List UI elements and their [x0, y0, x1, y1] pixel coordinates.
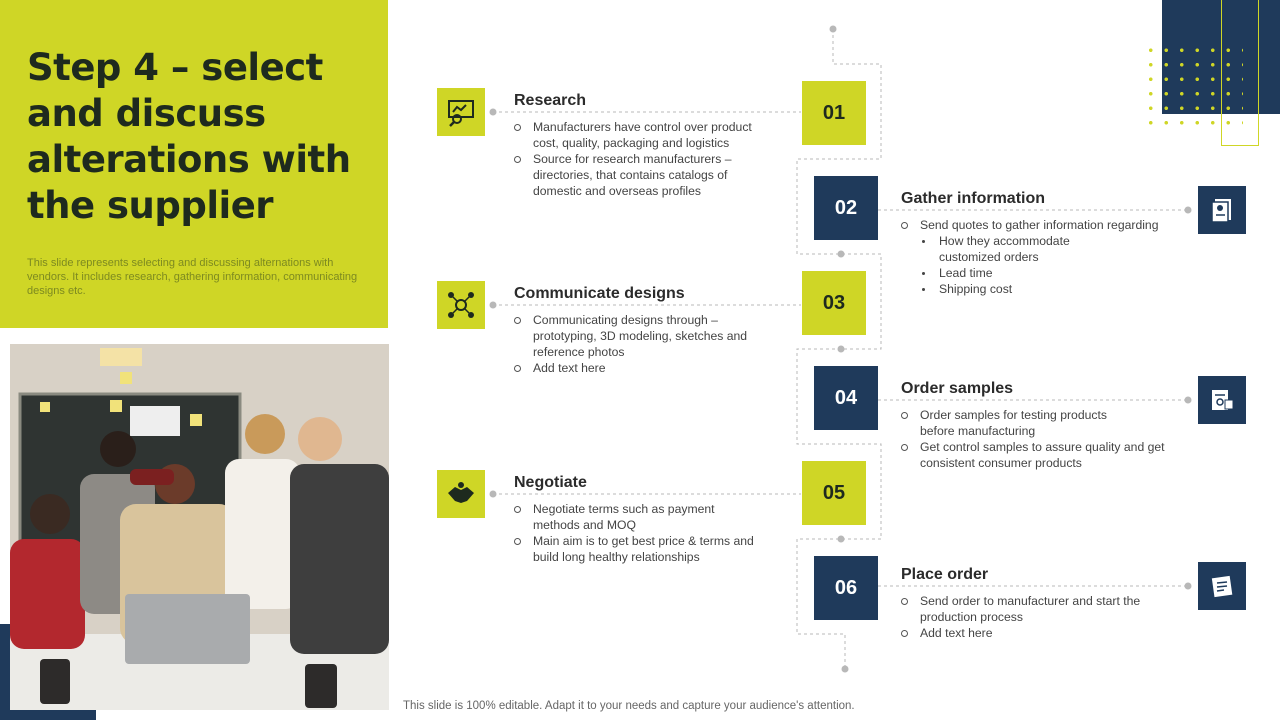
step-number-01: 01 — [802, 81, 866, 145]
list-item: Add text here — [514, 360, 774, 376]
slide-title: Step 4 – select and discuss alterations with the supplier — [27, 46, 351, 227]
step-number-05: 05 — [802, 461, 866, 525]
sample-box-icon — [1198, 376, 1246, 424]
list-item: Send quotes to gather information regarding — [901, 217, 1186, 233]
step-bullets-gather-information — [901, 217, 1186, 297]
step-bullets-order-samples — [901, 407, 1191, 471]
step-number-06: 06 — [814, 556, 878, 620]
step-title-negotiate: Negotiate — [514, 474, 587, 491]
list-item: Order samples for testing products before manufacturing — [901, 407, 1141, 439]
list-item: Send order to manufacturer and start the production process — [901, 593, 1176, 625]
list-item: Negotiate terms such as payment methods and MOQ — [514, 501, 739, 533]
list-item: Shipping cost — [901, 281, 1186, 297]
list-item: Add text here — [901, 625, 1176, 641]
step-bullets-research — [514, 119, 774, 199]
step-title-research: Research — [514, 92, 587, 109]
step-title-order-samples: Order samples — [901, 380, 1014, 397]
step-bullets-negotiate — [514, 501, 779, 565]
handshake-icon — [437, 470, 485, 518]
document-info-icon — [1198, 186, 1246, 234]
list-item: Communicating designs through – prototyping, 3D modeling, sketches and reference photos — [514, 312, 774, 360]
step-number-03: 03 — [802, 271, 866, 335]
slide-subtitle: This slide represents selecting and discussing alternations with vendors. It includes research, gathering information, communicating designs etc. — [27, 257, 358, 297]
step-number-04: 04 — [814, 366, 878, 430]
step-title-communicate-designs: Communicate designs — [514, 285, 685, 302]
step-number-02: 02 — [814, 176, 878, 240]
list-item: Source for research manufacturers – directories, that contains catalogs of domestic and overseas profiles — [514, 151, 774, 199]
footer-note: This slide is 100% editable. Adapt it to your needs and capture your audience's attention. — [403, 700, 855, 712]
step-title-gather-information: Gather information — [901, 190, 1046, 207]
list-item: How they accommodate customized orders — [901, 233, 1111, 265]
step-bullets-communicate-designs — [514, 312, 774, 376]
step-title-place-order: Place order — [901, 566, 989, 583]
design-network-icon — [437, 281, 485, 329]
research-chart-icon — [437, 88, 485, 136]
list-item: Get control samples to assure quality and get consistent consumer products — [901, 439, 1191, 471]
step-bullets-place-order — [901, 593, 1176, 641]
list-item: Main aim is to get best price & terms and build long healthy relationships — [514, 533, 779, 565]
list-item: Manufacturers have control over product cost, quality, packaging and logistics — [514, 119, 774, 151]
order-document-icon — [1198, 562, 1246, 610]
list-item: Lead time — [901, 265, 1186, 281]
